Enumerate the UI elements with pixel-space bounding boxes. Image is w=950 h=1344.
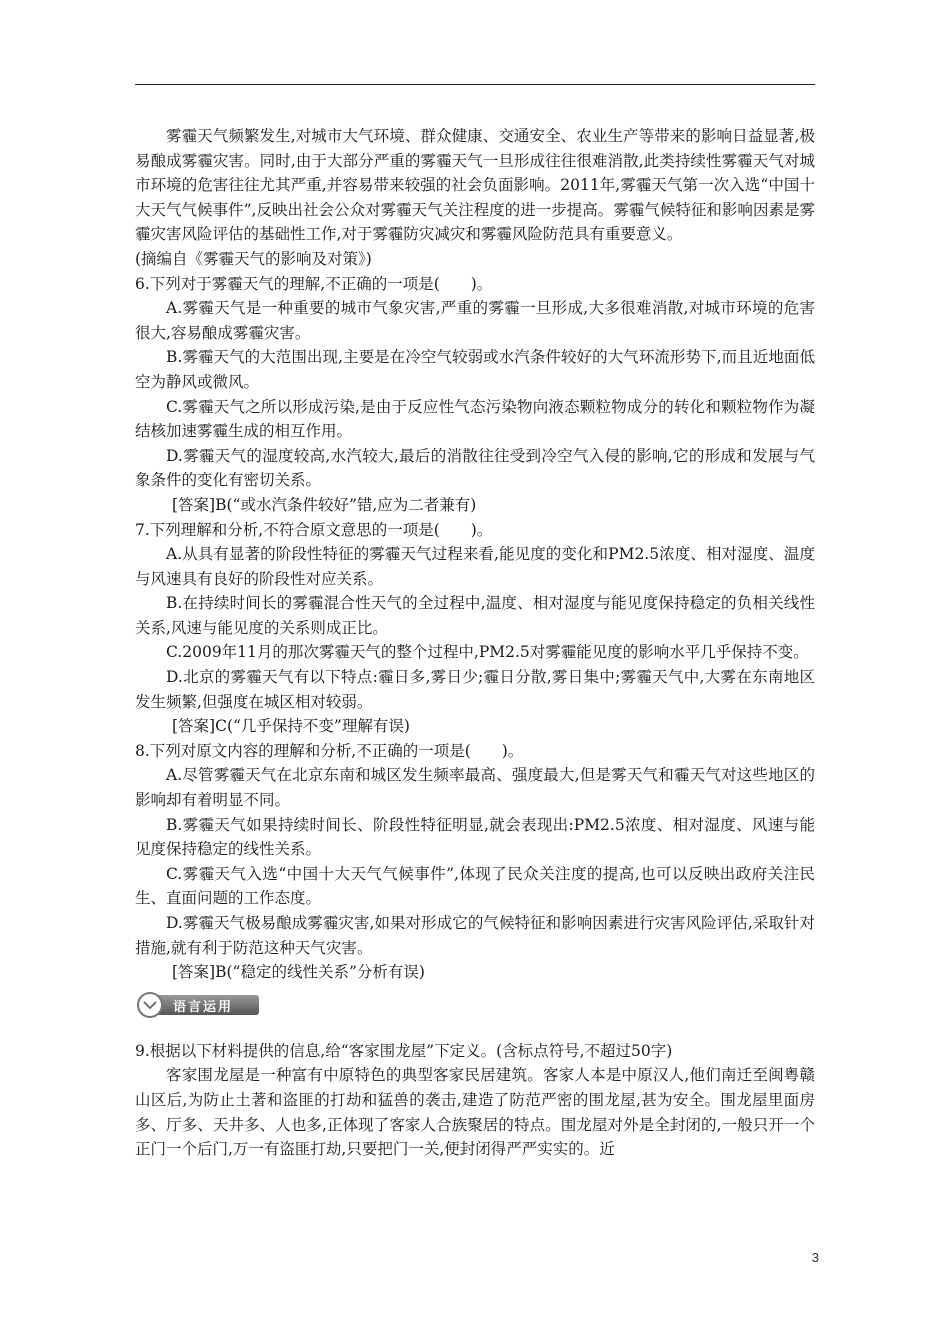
question-8-option-b: B.雾霾天气如果持续时间长、阶段性特征明显,就会表现出:PM2.5浓度、相对湿度、风速与能见度保持稳定的线性关系。 <box>135 815 815 859</box>
question-7-answer: [答案]C(“几乎保持不变”理解有误) <box>172 717 410 736</box>
question-6-option-a: A.雾霾天气是一种重要的城市气象灾害,严重的雾霾一旦形成,大多很难消散,对城市环境的危害很大,容易酿成雾霾灾害。 <box>135 299 815 342</box>
question-7-option-d: D.北京的雾霾天气有以下特点:霾日多,雾日少;霾日分散,雾日集中;雾霾天气中,大雾在东南地区发生频繁,但强度在城区相对较弱。 <box>135 668 815 711</box>
page-content <box>135 124 815 1162</box>
question-7-option-b: B.在持续时间长的雾霾混合性天气的全过程中,温度、相对湿度与能见度保持稳定的负相关线性关系,风速与能见度的关系则成正比。 <box>135 594 815 637</box>
section-banner <box>135 989 815 1025</box>
question-9-material: 客家围龙屋是一种富有中原特色的典型客家民居建筑。客家人本是中原汉人,他们南迁至闽粤赣山区后,为防止土著和盗匪的打劫和猛兽的袭击,建造了防范严密的围龙屋,甚为安全。围龙屋里面房多、厅多、天井多、人也多,正体现了客家人合族聚居的特点。围龙屋对外是全封闭的,一般只开一个正门一个后门,万一有盗匪打劫,只要把门一关,便封闭得严严实实的。近 <box>135 1066 815 1159</box>
passage-source: (摘编自《雾霾天气的影响及对策》) <box>135 249 372 268</box>
question-6-answer: [答案]B(“或水汽条件较好”错,应为二者兼有) <box>172 495 477 514</box>
question-6-option-b: B.雾霾天气的大范围出现,主要是在冷空气较弱或水汽条件较好的大气环流形势下,而且近地面低空为静风或微风。 <box>135 348 815 391</box>
page-number: 3 <box>811 1250 819 1265</box>
question-8-option-d: D.雾霾天气极易酿成雾霾灾害,如果对形成它的气候特征和影响因素进行灾害风险评估,采取针对措施,就有利于防范这种天气灾害。 <box>135 914 815 957</box>
question-8-answer: [答案]B(“稳定的线性关系”分析有误) <box>172 963 425 982</box>
question-7-option-a: A.从具有显著的阶段性特征的雾霾天气过程来看,能见度的变化和PM2.5浓度、相对湿度、温度与风速具有良好的阶段性对应关系。 <box>135 545 815 588</box>
header-rule <box>135 84 815 85</box>
question-7-stem: 7.下列理解和分析,不符合原文意思的一项是( )。 <box>135 520 493 539</box>
question-8-option-c: C.雾霾天气入选“中国十大天气气候事件”,体现了民众关注度的提高,也可以反映出政府关注民生、直面问题的工作态度。 <box>135 864 815 908</box>
section-banner-label: 语言运用 <box>173 999 234 1015</box>
question-6-option-c: C.雾霾天气之所以形成污染,是由于反应性气态污染物向液态颗粒物成分的转化和颗粒物作为凝结核加速雾霾生成的相互作用。 <box>135 397 815 441</box>
question-8-option-a: A.尽管雾霾天气在北京东南和城区发生频率最高、强度最大,但是雾天气和霾天气对这些地区的影响却有着明显不同。 <box>135 766 815 810</box>
chevron-down-icon <box>137 992 163 1018</box>
question-8-stem: 8.下列对原文内容的理解和分析,不正确的一项是( )。 <box>135 741 524 760</box>
question-6-option-d: D.雾霾天气的湿度较高,水汽较大,最后的消散往往受到冷空气入侵的影响,它的形成和发展与气象条件的变化有密切关系。 <box>135 446 815 490</box>
question-6-stem: 6.下列对于雾霾天气的理解,不正确的一项是( )。 <box>135 274 493 293</box>
question-9-stem: 9.根据以下材料提供的信息,给“客家围龙屋”下定义。(含标点符号,不超过50字) <box>135 1041 673 1060</box>
question-7-option-c: C.2009年11月的那次雾霾天气的整个过程中,PM2.5对雾霾能见度的影响水平几乎保持不变。 <box>166 643 809 662</box>
passage-paragraph: 雾霾天气频繁发生,对城市大气环境、群众健康、交通安全、农业生产等带来的影响日益显著,极易酿成雾霾灾害。同时,由于大部分严重的雾霾天气一旦形成往往很难消散,此类持续性雾霾天气对城市环境的危害往往尤其严重,并容易带来较强的社会负面影响。2011年,雾霾天气第一次入选“中国十大天气气候事件”,反映出社会公众对雾霾天气关注程度的进一步提高。雾霾气候特征和影响因素是雾霾灾害风险评估的基础性工作,对于雾霾防灾减灾和雾霾风险防范具有重要意义。 <box>135 127 815 244</box>
